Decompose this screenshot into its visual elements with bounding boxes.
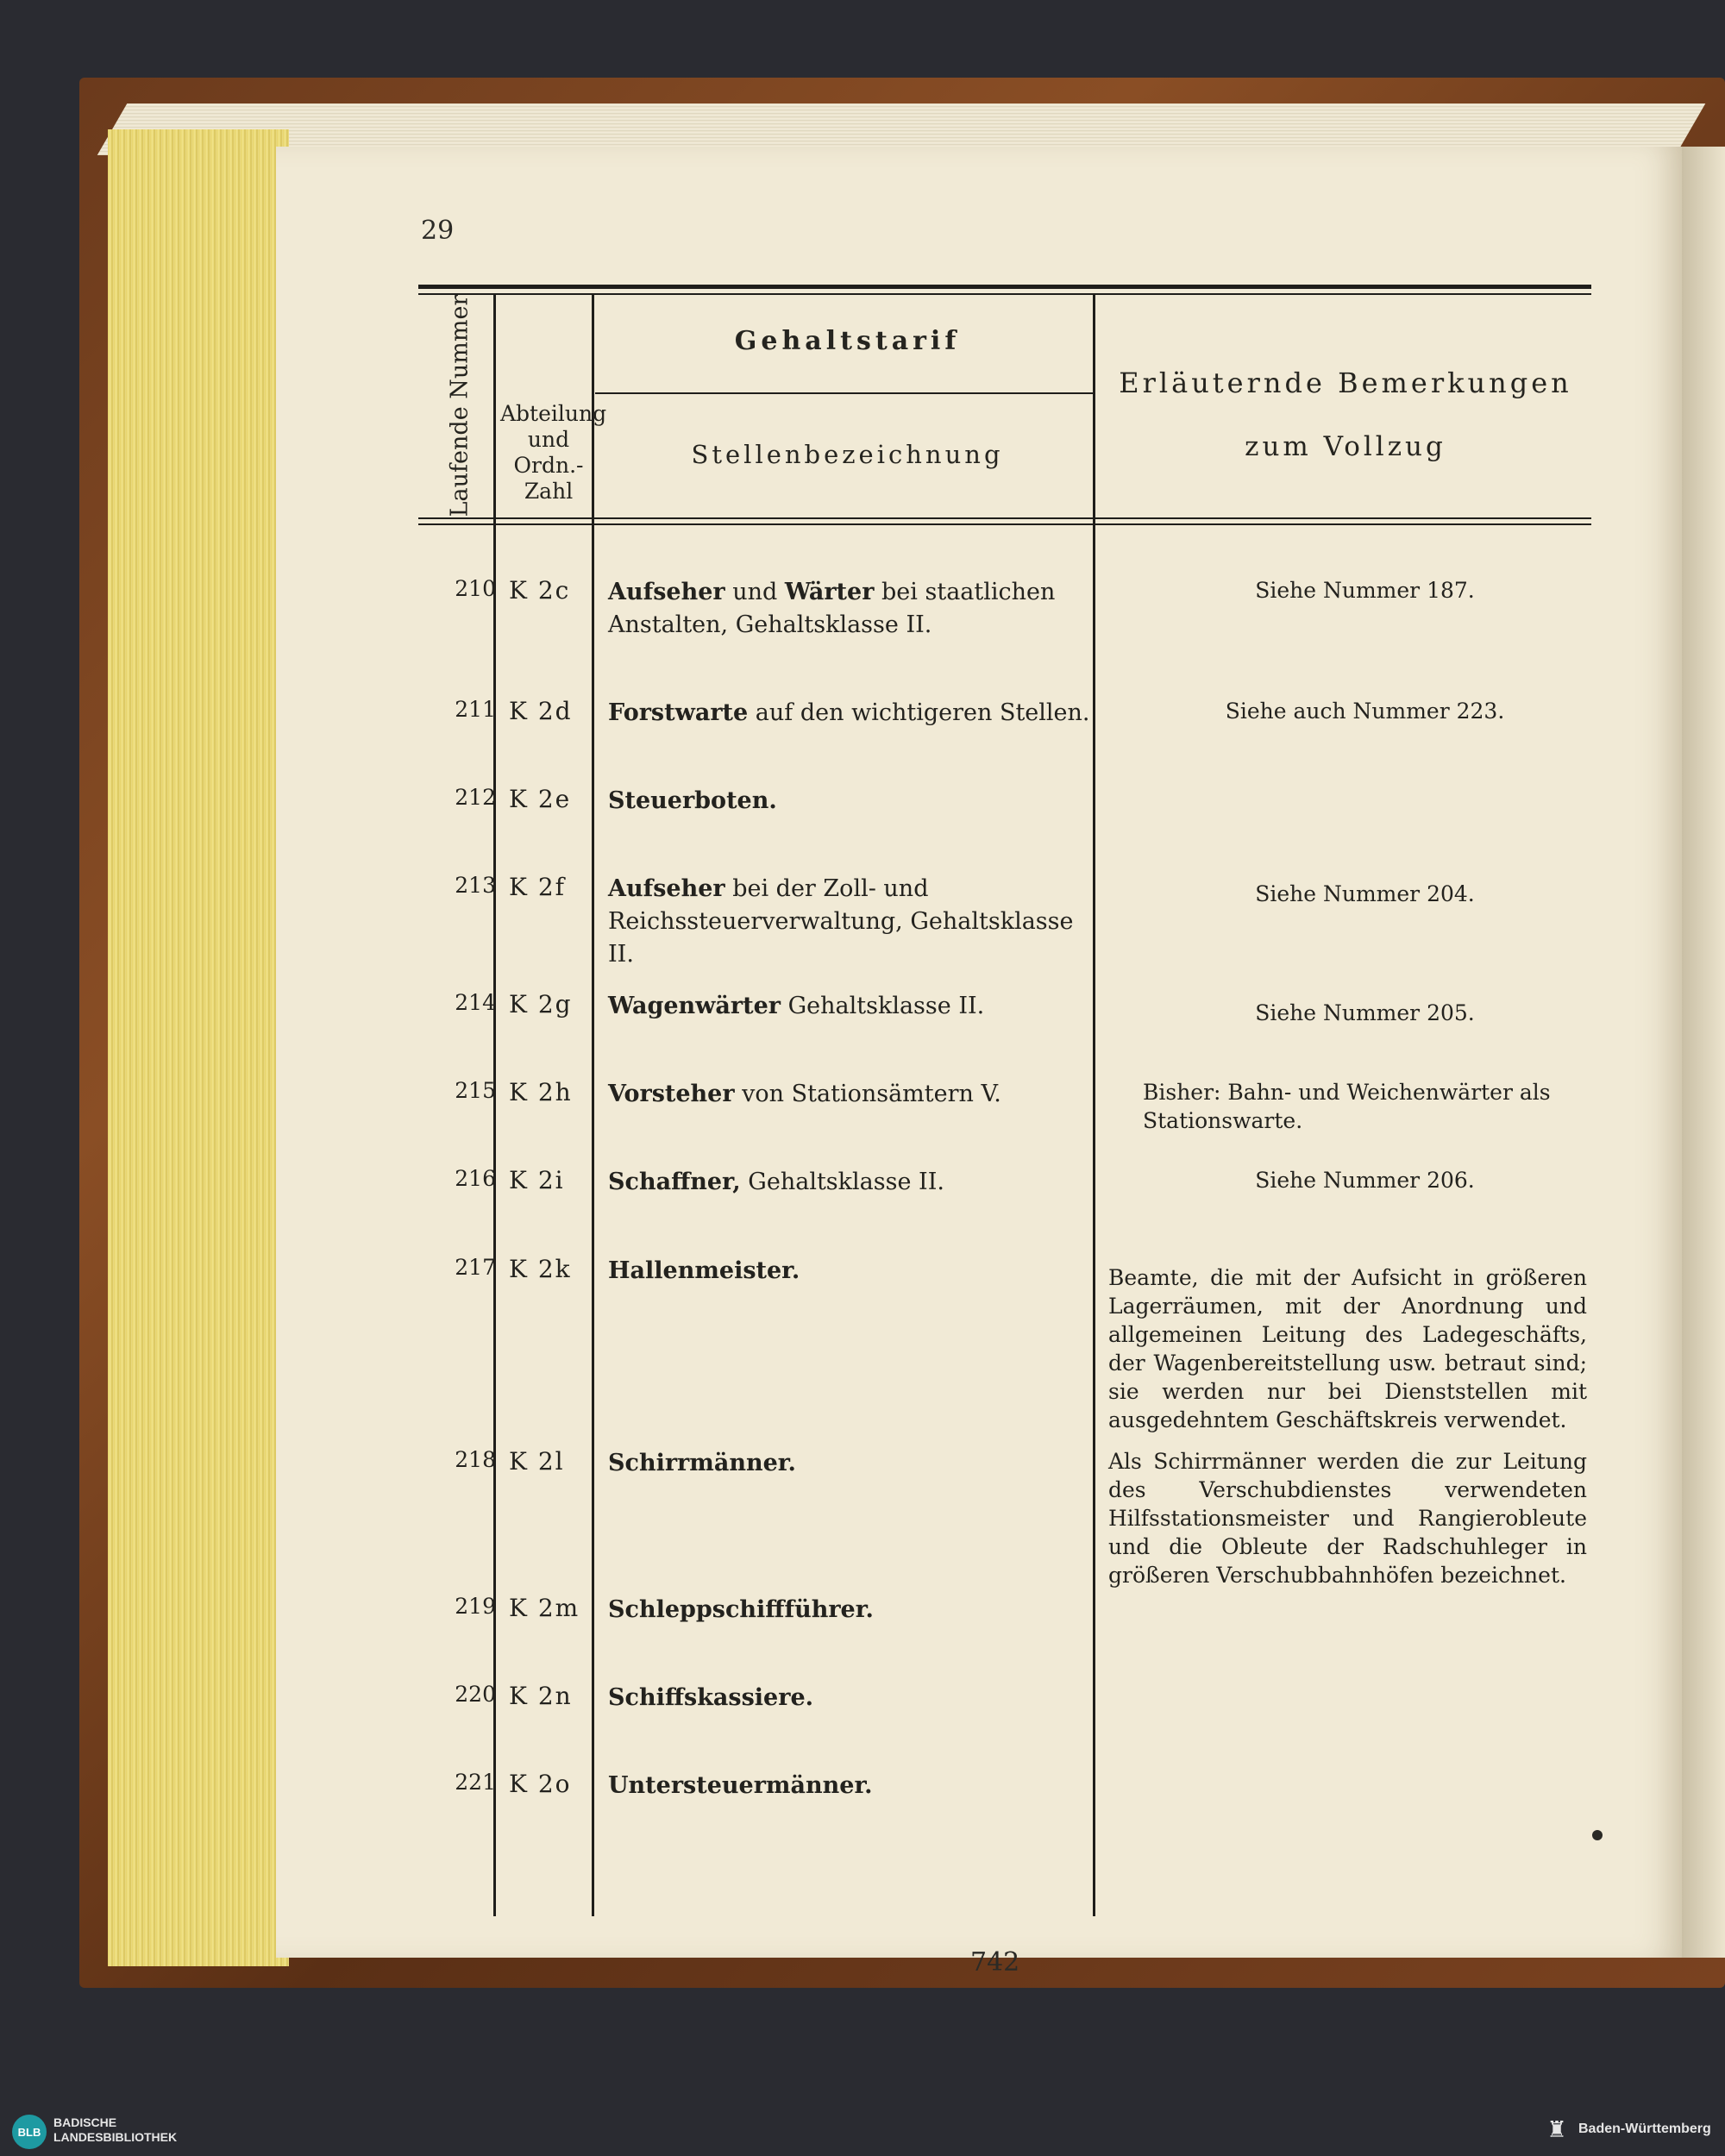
- row-title: Wagenwärter Gehaltsklasse II.: [608, 993, 985, 1019]
- bw-name: Baden-Württemberg: [1578, 2122, 1711, 2136]
- row-number: 210: [455, 576, 496, 601]
- row-code: K 2g: [509, 990, 573, 1018]
- right-page-edge: [1682, 147, 1725, 1958]
- row-number: 216: [455, 1166, 496, 1191]
- row-code: K 2d: [509, 697, 573, 725]
- row-number: 220: [455, 1682, 496, 1707]
- header-bottom-rule-2: [418, 523, 1591, 525]
- row-remark: Siehe Nummer 204.: [1255, 881, 1475, 906]
- header-laufende-nummer: Laufende Nummer: [446, 294, 474, 517]
- header-abteilung: Abteilung und Ordn.- Zahl: [500, 401, 607, 504]
- row-remark: Siehe Nummer 205.: [1255, 1000, 1475, 1025]
- header-erlaeuternde-bemerkungen: Erläuternde Bemerkungen: [1119, 367, 1572, 399]
- column-rule-2: [592, 295, 594, 1916]
- row-number: 218: [455, 1447, 496, 1472]
- row-code: K 2e: [509, 785, 572, 813]
- row-title: Forstwarte auf den wichtigeren Stellen.: [608, 699, 1090, 726]
- row-title: Schaffner, Gehaltsklasse II.: [608, 1169, 944, 1195]
- bw-coat-of-arms-icon: ♜: [1546, 2116, 1567, 2142]
- row-remark: Beamte, die mit der Aufsicht in größeren Lagerräumen, mit der Anordnung und allgemeinen Leitung des Ladegeschäfts, der Wagenbereitstellung usw. betraut sind; sie werden nur bei Dienststellen mit ausgedehntem Geschäftskreis verwendet.: [1108, 1265, 1587, 1432]
- page-number-top: 29: [421, 216, 455, 246]
- header-bottom-rule: [418, 517, 1591, 519]
- row-remark: Siehe Nummer 187.: [1255, 578, 1475, 603]
- row-remark: Bisher: Bahn- und Weichenwärter als Stationswarte.: [1143, 1080, 1551, 1133]
- row-number: 217: [455, 1255, 496, 1280]
- row-title: Schleppschiffführer.: [608, 1596, 874, 1623]
- blb-name-line2: LANDESBIBLIOTHEK: [53, 2130, 178, 2144]
- row-title: Aufseher und Wärter bei staatlichen Anstalten, Gehaltsklasse II.: [608, 579, 1056, 638]
- row-number: 215: [455, 1078, 496, 1103]
- page-edges: [108, 129, 289, 1966]
- row-remark: Siehe auch Nummer 223.: [1225, 699, 1505, 724]
- row-number: 211: [455, 697, 496, 722]
- header-zum-vollzug: zum Vollzug: [1245, 431, 1446, 462]
- row-title: Steuerboten.: [608, 787, 777, 814]
- row-code: K 2n: [509, 1682, 573, 1710]
- page-number-bottom: 742: [970, 1947, 1020, 1977]
- row-title: Schirrmänner.: [608, 1450, 796, 1476]
- blb-logo-icon: BLB: [12, 2115, 47, 2149]
- row-title: Aufseher bei der Zoll- und Reichssteuerverwaltung, Gehaltsklasse II.: [608, 875, 1074, 968]
- row-remark: Als Schirrmänner werden die zur Leitung des Verschubdienstes verwendeten Hilfsstationsmeister und Rangierobleute und die Obleute der Radschuhleger in größeren Verschubbahnhöfen bezeichnet.: [1108, 1449, 1587, 1588]
- row-code: K 2o: [509, 1770, 572, 1798]
- row-number: 219: [455, 1594, 496, 1619]
- row-title: Untersteuermänner.: [608, 1772, 873, 1799]
- row-title: Vorsteher von Stationsämtern V.: [608, 1081, 1001, 1107]
- row-remark: Siehe Nummer 206.: [1255, 1168, 1475, 1193]
- row-number: 213: [455, 873, 496, 898]
- table-top-rule: [418, 285, 1591, 289]
- row-title: Schiffskassiere.: [608, 1684, 814, 1711]
- row-code: K 2c: [509, 576, 571, 605]
- blb-name-line1: BADISCHE: [53, 2115, 117, 2129]
- header-gehaltstarif: Gehaltstarif: [734, 326, 961, 356]
- row-number: 212: [455, 785, 496, 810]
- viewer-footer: [0, 2104, 1725, 2156]
- row-code: K 2l: [509, 1447, 565, 1476]
- row-title: Hallenmeister.: [608, 1257, 800, 1284]
- row-code: K 2h: [509, 1078, 573, 1106]
- column-rule-3: [1093, 295, 1095, 1916]
- row-code: K 2m: [509, 1594, 580, 1622]
- ink-dot: [1592, 1830, 1603, 1840]
- row-number: 221: [455, 1770, 496, 1795]
- row-code: K 2i: [509, 1166, 565, 1194]
- row-number: 214: [455, 990, 496, 1015]
- row-code: K 2k: [509, 1255, 572, 1283]
- blb-name: [53, 2115, 177, 2145]
- header-stellenbezeichnung: Stellenbezeichnung: [691, 440, 1004, 469]
- row-code: K 2f: [509, 873, 566, 901]
- table-top-rule-thin: [418, 293, 1591, 295]
- column-rule-1: [493, 295, 496, 1916]
- gehaltstarif-underline: [595, 392, 1095, 394]
